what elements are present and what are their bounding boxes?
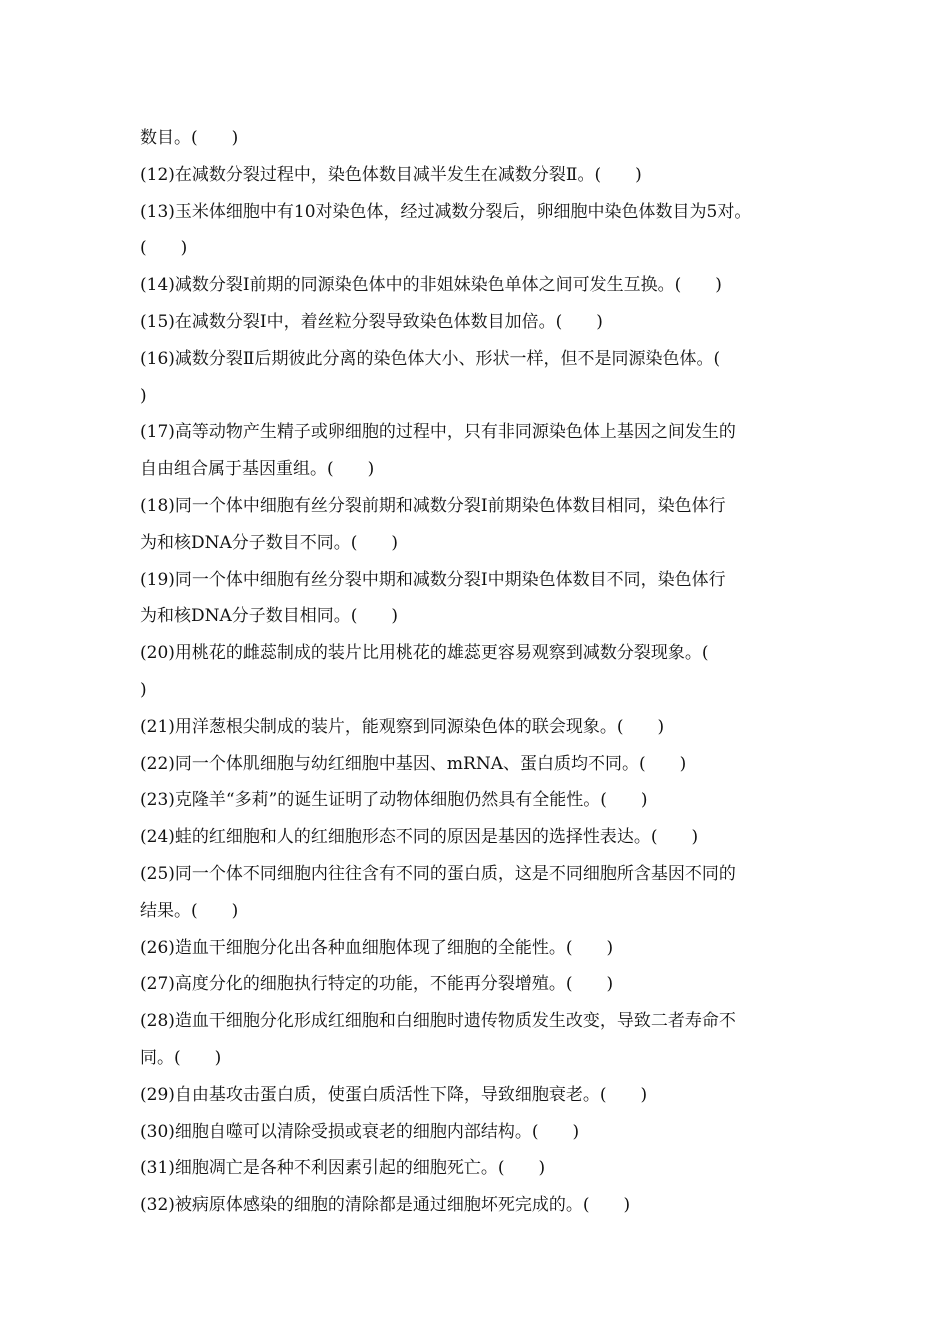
text-line: ) bbox=[140, 679, 147, 700]
text-line: (20)用桃花的雌蕊制成的装片比用桃花的雄蕊更容易观察到减数分裂现象。( bbox=[140, 643, 709, 664]
text-line: (31)细胞凋亡是各种不利因素引起的细胞死亡。( ) bbox=[140, 1158, 546, 1179]
text-line: (27)高度分化的细胞执行特定的功能，不能再分裂增殖。( ) bbox=[140, 974, 614, 995]
text-line: 为和核DNA分子数目相同。( ) bbox=[140, 606, 399, 627]
text-line: (25)同一个体不同细胞内往往含有不同的蛋白质，这是不同细胞所含基因不同的 bbox=[140, 863, 736, 884]
text-line: (16)减数分裂Ⅱ后期彼此分离的染色体大小、形状一样，但不是同源染色体。( bbox=[140, 348, 721, 369]
text-line: (18)同一个体中细胞有丝分裂前期和减数分裂Ⅰ前期染色体数目相同，染色体行 bbox=[140, 495, 726, 516]
text-line: (24)蛙的红细胞和人的红细胞形态不同的原因是基因的选择性表达。( ) bbox=[140, 827, 699, 848]
text-line: (23)克隆羊“多莉”的诞生证明了动物体细胞仍然具有全能性。( ) bbox=[140, 790, 648, 811]
text-line: 结果。( ) bbox=[140, 900, 239, 921]
text-line: 同。( ) bbox=[140, 1047, 222, 1068]
text-line: (19)同一个体中细胞有丝分裂中期和减数分裂Ⅰ中期染色体数目不同，染色体行 bbox=[140, 569, 726, 590]
text-line: (29)自由基攻击蛋白质，使蛋白质活性下降，导致细胞衰老。( ) bbox=[140, 1084, 648, 1105]
question-list bbox=[140, 120, 830, 1224]
text-line: (13)玉米体细胞中有10对染色体，经过减数分裂后，卵细胞中染色体数目为5对。 bbox=[140, 201, 752, 222]
text-line: (12)在减数分裂过程中，染色体数目减半发生在减数分裂Ⅱ。( ) bbox=[140, 164, 642, 185]
text-line: (15)在减数分裂Ⅰ中，着丝粒分裂导致染色体数目加倍。( ) bbox=[140, 311, 603, 332]
text-line: (30)细胞自噬可以清除受损或衰老的细胞内部结构。( ) bbox=[140, 1121, 580, 1142]
text-line: 数目。( ) bbox=[140, 128, 239, 148]
text-line: ) bbox=[140, 385, 147, 406]
text-line: (32)被病原体感染的细胞的清除都是通过细胞坏死完成的。( ) bbox=[140, 1195, 631, 1216]
text-line: (21)用洋葱根尖制成的装片，能观察到同源染色体的联会现象。( ) bbox=[140, 716, 665, 737]
text-line: (22)同一个体肌细胞与幼红细胞中基因、mRNA、蛋白质均不同。( ) bbox=[140, 753, 687, 774]
text-line: (28)造血干细胞分化形成红细胞和白细胞时遗传物质发生改变，导致二者寿命不 bbox=[140, 1011, 736, 1032]
text-line: 为和核DNA分子数目不同。( ) bbox=[140, 532, 399, 553]
text-line: ( ) bbox=[140, 238, 188, 259]
text-line: (26)造血干细胞分化出各种血细胞体现了细胞的全能性。( ) bbox=[140, 937, 614, 958]
text-line: 自由组合属于基因重组。( ) bbox=[140, 459, 375, 480]
text-line: (14)减数分裂Ⅰ前期的同源染色体中的非姐妹染色单体之间可发生互换。( ) bbox=[140, 275, 722, 296]
text-line: (17)高等动物产生精子或卵细胞的过程中，只有非同源染色体上基因之间发生的 bbox=[140, 422, 736, 443]
